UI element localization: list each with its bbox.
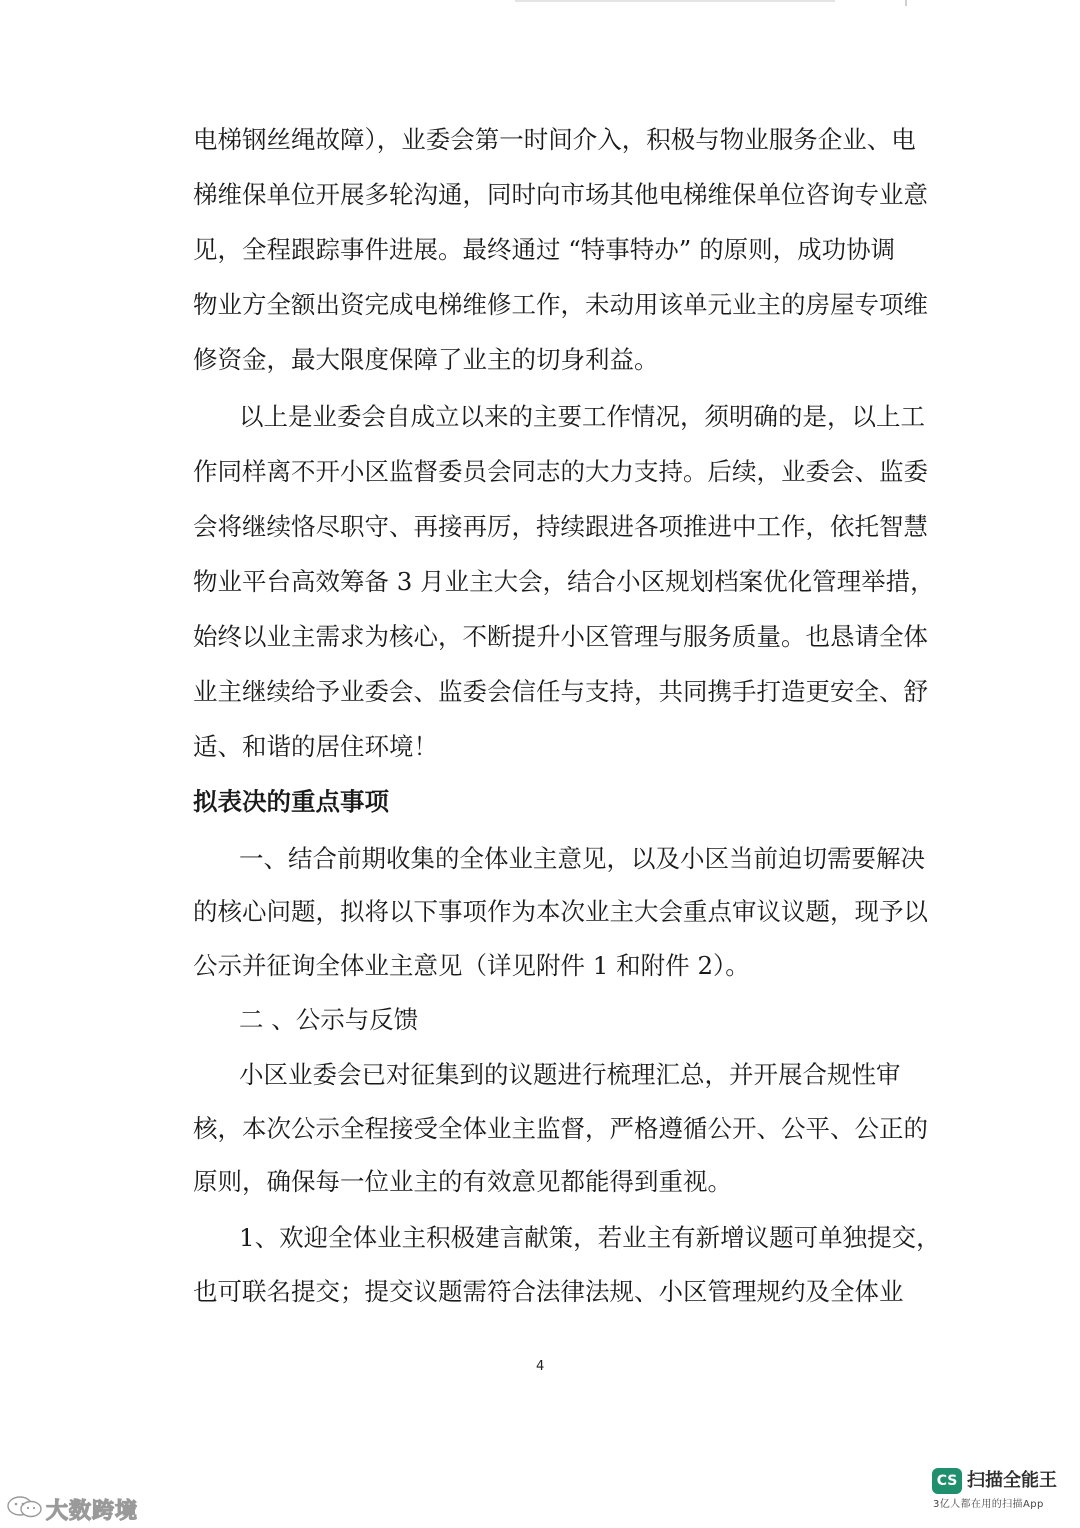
section-line: 原则，确保每一位业主的有效意见都能得到重视。 <box>193 1167 732 1196</box>
body-line: 物业平台高效筹备 3 月业主大会，结合小区规划档案优化管理举措， <box>193 567 935 596</box>
scanner-tagline: 3亿人都在用的扫描App <box>933 1499 1044 1510</box>
watermark-left <box>6 1494 138 1524</box>
body-line: 梯维保单位开展多轮沟通，同时向市场其他电梯维保单位咨询专业意 <box>193 180 928 209</box>
body-line: 适、和谐的居住环境！ <box>193 732 438 761</box>
section-line: 小区业委会已对征集到的议题进行梳理汇总，并开展合规性审 <box>239 1060 901 1089</box>
section-line: 1、欢迎全体业主积极建言献策，若业主有新增议题可单独提交， <box>239 1223 941 1252</box>
section-line: 也可联名提交；提交议题需符合法律法规、小区管理规约及全体业 <box>193 1277 904 1306</box>
body-line: 始终以业主需求为核心，不断提升小区管理与服务质量。也恳请全体 <box>193 622 928 651</box>
body-line: 作同样离不开小区监督委员会同志的大力支持。后续，业委会、监委 <box>193 457 928 486</box>
section-line: 的核心问题，拟将以下事项作为本次业主大会重点审议议题，现予以 <box>193 897 928 926</box>
body-line: 会将继续恪尽职守、再接再厉，持续跟进各项推进中工作，依托智慧 <box>193 512 928 541</box>
subsection-title: 二 、公示与反馈 <box>239 1005 419 1034</box>
watermark-left-text: 大数跨境 <box>46 1498 139 1524</box>
section-line: 一、结合前期收集的全体业主意见，以及小区当前迫切需要解决 <box>239 844 925 873</box>
body-line: 物业方全额出资完成电梯维修工作，未动用该单元业主的房屋专项维 <box>193 290 928 319</box>
section-heading: 拟表决的重点事项 <box>193 787 389 816</box>
page-number: 4 <box>536 1359 545 1374</box>
wechat-icon <box>6 1494 44 1524</box>
scanner-app-name: 扫描全能王 <box>967 1470 1057 1491</box>
scan-edge-line <box>515 0 835 2</box>
section-line: 核，本次公示全程接受全体业主监督，严格遵循公开、公平、公正的 <box>193 1114 928 1143</box>
body-line: 电梯钢丝绳故障），业委会第一时间介入，积极与物业服务企业、电 <box>193 125 916 154</box>
cs-badge-icon: CS <box>932 1468 962 1494</box>
section-line: 公示并征询全体业主意见（详见附件 1 和附件 2）。 <box>193 951 750 980</box>
body-line: 修资金，最大限度保障了业主的切身利益。 <box>193 345 659 374</box>
body-line: 以上是业委会自成立以来的主要工作情况，须明确的是，以上工 <box>239 402 925 431</box>
scan-edge-mark <box>905 0 907 6</box>
body-line: 业主继续给予业委会、监委会信任与支持，共同携手打造更安全、舒 <box>193 677 928 706</box>
body-line: 见，全程跟踪事件进展。最终通过 “特事特办” 的原则，成功协调 <box>193 235 896 264</box>
scanner-logo <box>932 1468 1062 1520</box>
